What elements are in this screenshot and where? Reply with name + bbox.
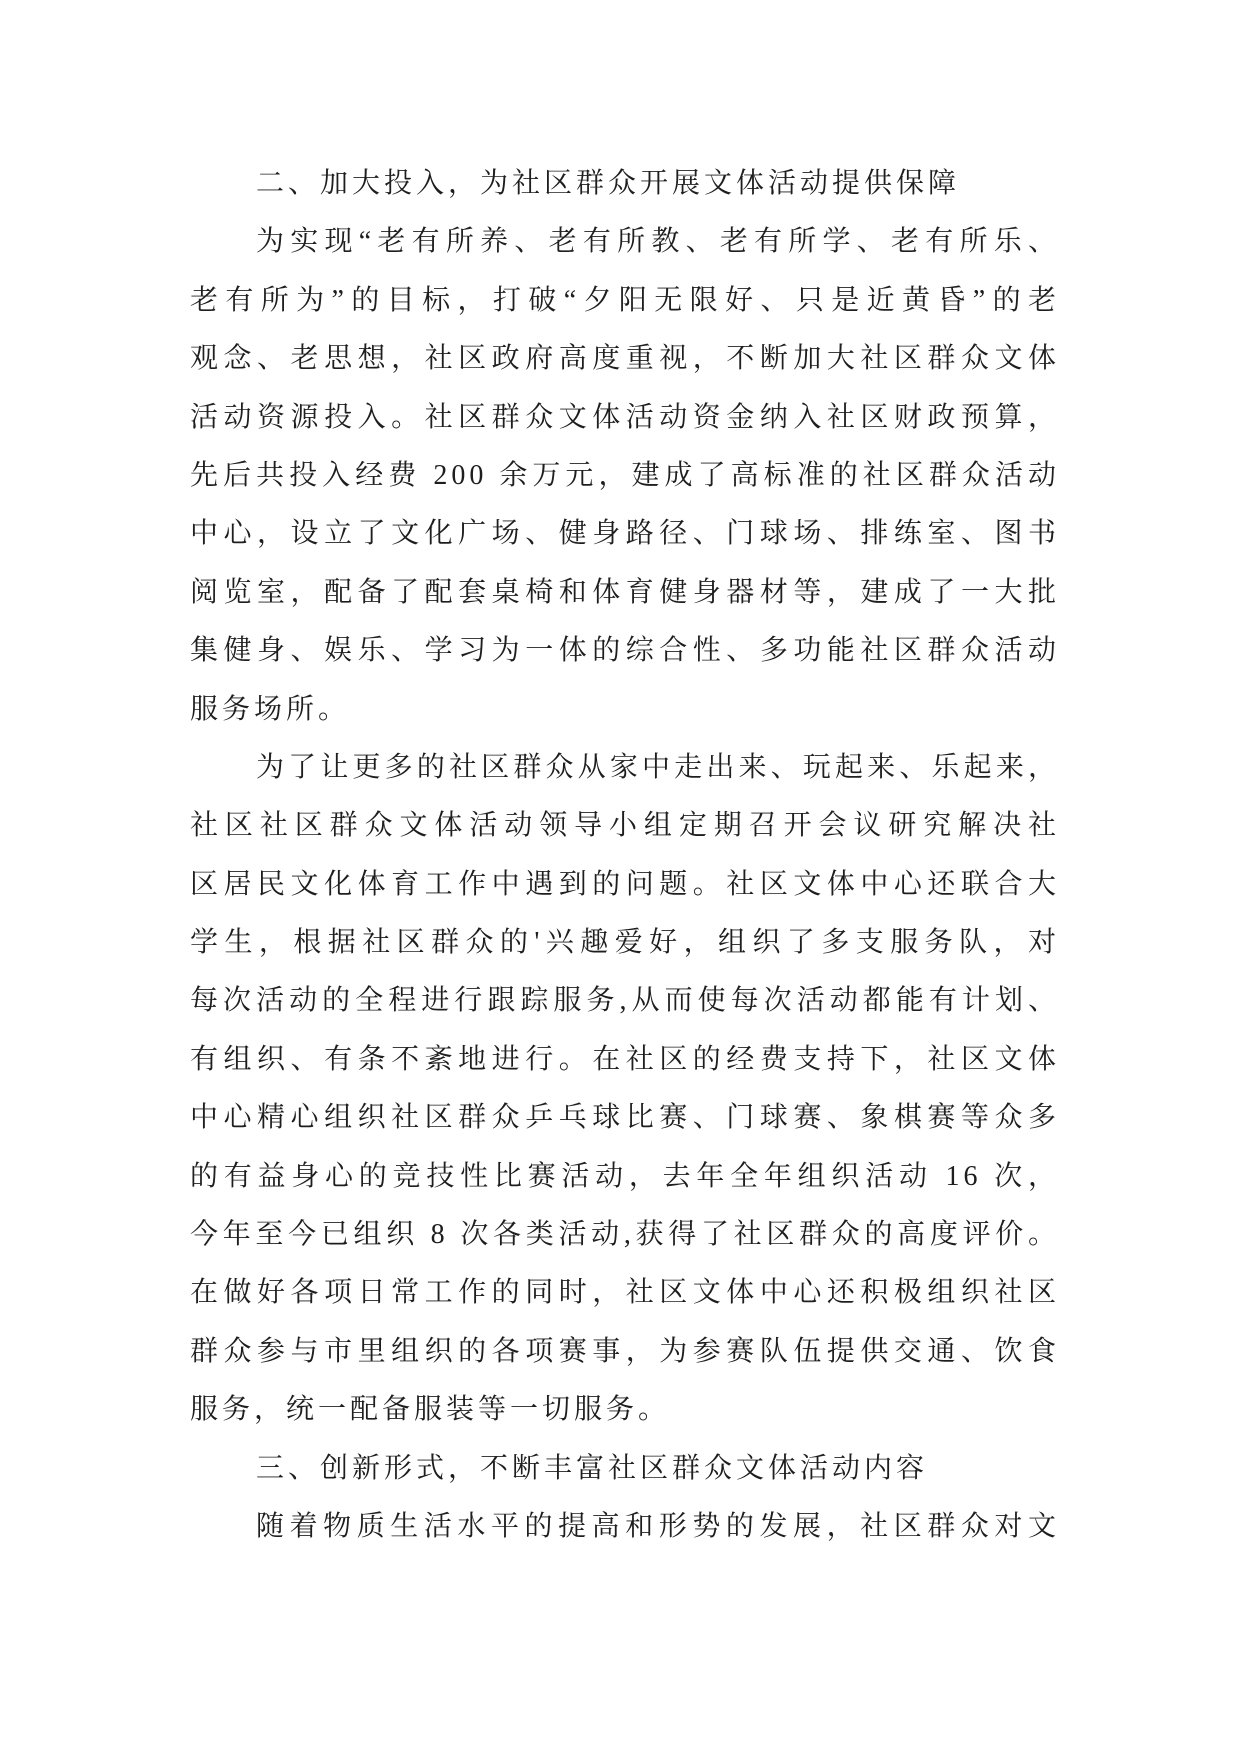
text-line: 服务场所。 <box>190 693 351 725</box>
text-line: 中心精心组织社区群众乒乓球比赛、门球赛、象棋赛等众多 <box>190 1102 1060 1134</box>
text-line: 服务，统一配备服装等一切服务。 <box>190 1394 671 1426</box>
text-line: 阅览室，配备了配套桌椅和体育健身器材等，建成了一大批 <box>190 576 1060 608</box>
text-line: 学生，根据社区群众的'兴趣爱好，组织了多支服务队，对 <box>190 927 1060 959</box>
text-line: 在做好各项日常工作的同时，社区文体中心还积极组织社区 <box>190 1277 1060 1309</box>
text-line: 为了让更多的社区群众从家中走出来、玩起来、乐起来， <box>256 751 1060 783</box>
text-line: 每次活动的全程进行跟踪服务,从而使每次活动都能有计划、 <box>190 985 1060 1017</box>
text-line: 活动资源投入。社区群众文体活动资金纳入社区财政预算， <box>190 401 1060 433</box>
text-line: 社区社区群众文体活动领导小组定期召开会议研究解决社 <box>190 810 1060 842</box>
text-line: 先后共投入经费 200 余万元，建成了高标准的社区群众活动 <box>190 459 1060 491</box>
text-line: 群众参与市里组织的各项赛事，为参赛队伍提供交通、饮食 <box>190 1335 1060 1367</box>
text-line: 集健身、娱乐、学习为一体的综合性、多功能社区群众活动 <box>190 635 1060 667</box>
text-line: 的有益身心的竞技性比赛活动，去年全年组织活动 16 次， <box>190 1160 1060 1192</box>
text-line: 有组织、有条不紊地进行。在社区的经费支持下，社区文体 <box>190 1043 1060 1075</box>
heading-line: 二、加大投入，为社区群众开展文体活动提供保障 <box>256 168 961 199</box>
document-body <box>190 155 1060 1556</box>
heading-line: 三、创新形式，不断丰富社区群众文体活动内容 <box>256 1452 929 1484</box>
text-line: 随着物质生活水平的提高和形势的发展，社区群众对文 <box>256 1510 1060 1542</box>
text-line: 今年至今已组织 8 次各类活动,获得了社区群众的高度评价。 <box>190 1219 1060 1251</box>
text-line: 老有所为”的目标，打破“夕阳无限好、只是近黄昏”的老 <box>190 284 1060 316</box>
paragraph <box>190 213 1060 739</box>
text-line: 观念、老思想，社区政府高度重视，不断加大社区群众文体 <box>190 343 1060 375</box>
text-line: 中心，设立了文化广场、健身路径、门球场、排练室、图书 <box>190 518 1060 550</box>
text-line: 区居民文化体育工作中遇到的问题。社区文体中心还联合大 <box>190 868 1060 900</box>
section-heading <box>190 155 1060 213</box>
paragraph <box>190 739 1060 1440</box>
text-line: 为实现“老有所养、老有所教、老有所学、老有所乐、 <box>256 226 1060 258</box>
paragraph <box>190 1498 1060 1556</box>
section-heading <box>190 1440 1060 1498</box>
